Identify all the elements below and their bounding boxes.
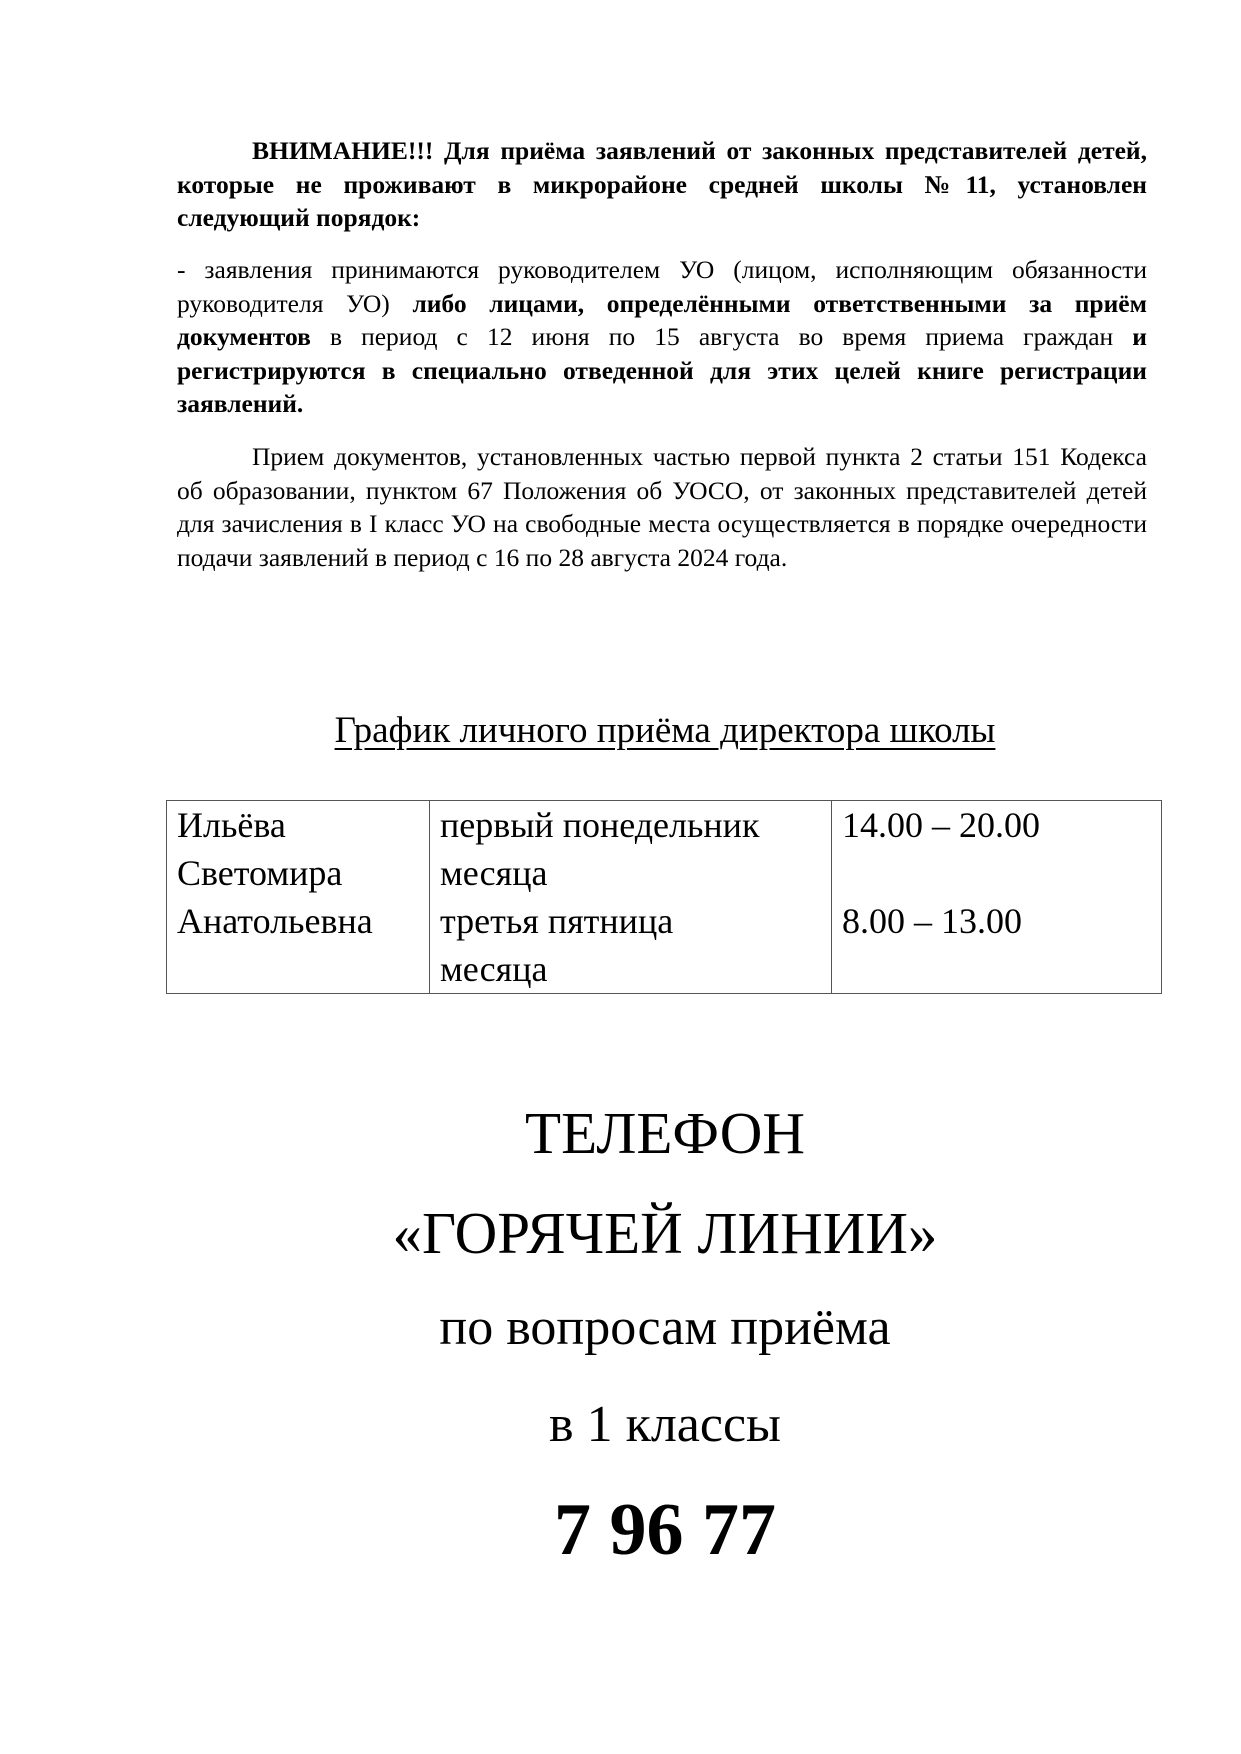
admission-paragraph: Прием документов, установленных частью первой пункта 2 статьи 151 Кодекса об образовании, пунктом 67 Положения об УОСО, от законных представителей детей для зачисления в I класс УО на свободные места осуществляется в порядке очередности подачи заявлений в период с 16 по 28 августа 2024 года. — [177, 442, 1147, 572]
director-name-line: Ильёва — [177, 805, 286, 845]
rules-text-part2: либо лицами, определёнными ответственными за приём документов — [177, 288, 1147, 351]
schedule-title: График личного приёма директора школы — [334, 710, 996, 751]
hotline-phone-number: 7 96 77 — [554, 1489, 776, 1571]
rules-paragraph — [177, 253, 1147, 421]
reception-hours-cell — [832, 801, 1162, 994]
reception-day-line: третья пятница — [440, 901, 674, 941]
hotline-heading-line: ТЕЛЕФОН — [525, 1100, 805, 1166]
reception-day-line: первый понедельник — [440, 805, 760, 845]
table-row — [167, 801, 1162, 994]
warning-text: ВНИМАНИЕ!!! Для приёма заявлений от законных представителей детей, которые не проживают в микрорайоне средней школы №11, установлен следующий порядок: — [177, 136, 1147, 232]
hotline-heading-line: «ГОРЯЧЕЙ ЛИНИИ» — [392, 1200, 938, 1266]
hotline-heading-line: по вопросам приёма — [439, 1299, 891, 1356]
reception-day-line: месяца — [440, 949, 548, 989]
director-name-line: Анатольевна — [177, 901, 373, 941]
hotline-heading-line: в 1 классы — [549, 1396, 781, 1453]
reception-days-cell — [430, 801, 832, 994]
reception-hours-line: 8.00 – 13.00 — [842, 901, 1022, 941]
director-name-line: Светомира — [177, 853, 343, 893]
reception-day-line: месяца — [440, 853, 548, 893]
rules-text-part4: и регистрируются в специально отведенной для этих целей книге регистрации заявлений. — [177, 322, 1147, 418]
reception-hours-line: 14.00 – 20.00 — [842, 805, 1040, 845]
schedule-table — [166, 800, 1162, 994]
rules-text-part3: в период с 12 июня по 15 августа во время приема граждан — [310, 322, 1133, 351]
warning-paragraph — [177, 134, 1147, 235]
director-name-cell — [167, 801, 430, 994]
rules-text-part1: - заявления принимаются руководителем УО (лицом, исполняющим обязанности руководителя УО) — [177, 255, 1147, 318]
